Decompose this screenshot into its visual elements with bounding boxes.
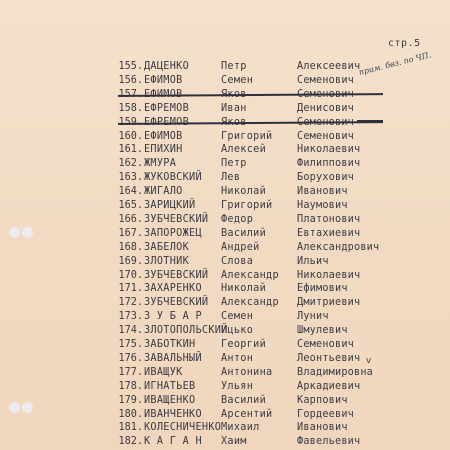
list-row bbox=[113, 130, 413, 143]
patronymic: Аркадиевич bbox=[297, 380, 361, 392]
row-number: 169. bbox=[118, 255, 143, 267]
first-name: Федор bbox=[221, 213, 254, 225]
first-name: Лев bbox=[221, 172, 241, 184]
first-name: Арсентий bbox=[221, 408, 273, 420]
surname: ЗЛОТНИК bbox=[144, 255, 190, 267]
handwritten-check-mark: v bbox=[366, 356, 372, 366]
patronymic: Леонтьевич bbox=[297, 352, 361, 364]
patronymic: Наумович bbox=[297, 200, 348, 211]
list-row bbox=[113, 435, 413, 448]
first-name: Андрей bbox=[221, 241, 260, 253]
row-number: 164. bbox=[118, 186, 143, 198]
first-name: Григорий bbox=[221, 200, 273, 211]
list-row bbox=[113, 88, 413, 101]
list-row bbox=[113, 282, 413, 295]
row-number: 160. bbox=[118, 130, 143, 142]
row-number: 180. bbox=[118, 408, 143, 420]
first-name: Петр bbox=[221, 61, 247, 72]
first-name: Георгий bbox=[221, 339, 267, 350]
patronymic: Ильич bbox=[297, 255, 329, 267]
row-number: 167. bbox=[118, 227, 143, 239]
row-number: 162. bbox=[118, 158, 143, 170]
list-row bbox=[113, 157, 413, 170]
list-row bbox=[113, 143, 413, 156]
patronymic: Владимировна bbox=[297, 366, 374, 378]
first-name: Семен bbox=[221, 74, 254, 86]
surname: ЗАРИЦКИЙ bbox=[144, 200, 196, 211]
first-name: Николай bbox=[221, 186, 267, 198]
patronymic: Дмитриевич bbox=[297, 297, 361, 309]
list-row bbox=[113, 185, 413, 198]
patronymic: Борухович bbox=[297, 172, 355, 184]
first-name: Николай bbox=[221, 283, 267, 295]
patronymic: Семенович bbox=[297, 339, 355, 350]
patronymic: Александрович bbox=[297, 241, 380, 253]
row-number: 179. bbox=[118, 394, 143, 406]
surname: ЕФИМОВ bbox=[144, 74, 183, 86]
surname: ЖМУРА bbox=[144, 158, 177, 170]
page-number: стр.5 bbox=[388, 38, 421, 49]
first-name: Александр bbox=[221, 297, 279, 309]
patronymic: Николаевич bbox=[297, 144, 361, 156]
row-number: 182. bbox=[118, 436, 143, 448]
row-number: 165. bbox=[118, 200, 143, 211]
patronymic: Лунич bbox=[297, 311, 329, 323]
surname: ИВАНЧЕНКО bbox=[144, 408, 202, 420]
first-name: Антонина bbox=[221, 366, 273, 378]
surname: ЕФРЕМОВ bbox=[144, 102, 190, 114]
patronymic: Денисович bbox=[297, 102, 355, 114]
row-number: 172. bbox=[118, 297, 143, 309]
surname: З У Б А Р bbox=[144, 311, 202, 323]
patronymic: Иванович bbox=[297, 186, 348, 198]
punch-hole bbox=[22, 402, 33, 413]
list-row bbox=[113, 116, 413, 129]
row-number: 168. bbox=[118, 241, 143, 253]
row-number: 158. bbox=[118, 102, 143, 114]
list-row bbox=[113, 199, 413, 212]
first-name: Ульян bbox=[221, 380, 254, 392]
surname: ЖУКОВСКИЙ bbox=[144, 172, 202, 184]
patronymic: Ефимович bbox=[297, 283, 348, 295]
surname: ЗУБЧЕВСКИЙ bbox=[144, 297, 209, 309]
patronymic: Николаевич bbox=[297, 269, 361, 281]
row-number: 178. bbox=[118, 380, 143, 392]
surname: ЖИГАЛО bbox=[144, 186, 183, 198]
list-row bbox=[113, 324, 413, 337]
handwritten-margin-note: прим. бвз. по ЧП. bbox=[357, 50, 433, 77]
surname: ЗУБЧЕВСКИЙ bbox=[144, 213, 209, 225]
first-name: Ицько bbox=[221, 325, 254, 337]
list-row bbox=[113, 227, 413, 240]
patronymic: Гордеевич bbox=[297, 408, 355, 420]
first-name: Семен bbox=[221, 311, 254, 323]
row-number: 170. bbox=[118, 269, 143, 281]
first-name: Александр bbox=[221, 269, 279, 281]
list-row bbox=[113, 421, 413, 434]
surname: ЕПИХИН bbox=[144, 144, 183, 156]
patronymic: Платонович bbox=[297, 213, 361, 225]
patronymic: Шмулевич bbox=[297, 325, 348, 337]
surname: ЗАХАРЕНКО bbox=[144, 283, 202, 295]
surname: ЗАБОТКИН bbox=[144, 339, 196, 350]
surname: КОЛЕСНИЧЕНКО bbox=[144, 422, 222, 434]
list-row bbox=[113, 310, 413, 323]
punch-hole bbox=[9, 402, 20, 413]
surname: ЗАБЕЛОК bbox=[144, 241, 190, 253]
row-number: 161. bbox=[118, 144, 143, 156]
first-name: Хаим bbox=[221, 436, 247, 448]
surname: ИГНАТЬЕВ bbox=[144, 380, 196, 392]
patronymic: Иванович bbox=[297, 422, 348, 434]
row-number: 156. bbox=[118, 74, 143, 86]
list-row bbox=[113, 380, 413, 393]
row-number: 177. bbox=[118, 366, 143, 378]
surname: ИВАЩУК bbox=[144, 366, 183, 378]
list-row bbox=[113, 366, 413, 379]
punch-hole bbox=[22, 227, 33, 238]
row-number: 181. bbox=[118, 422, 143, 434]
first-name: Василий bbox=[221, 394, 267, 406]
patronymic: Карпович bbox=[297, 394, 348, 406]
list-row bbox=[113, 269, 413, 282]
patronymic: Семенович bbox=[297, 74, 355, 86]
first-name: Антон bbox=[221, 352, 254, 364]
list-row bbox=[113, 241, 413, 254]
surname: ИВАЩЕНКО bbox=[144, 394, 196, 406]
list-row bbox=[113, 171, 413, 184]
surname: К А Г А Н bbox=[144, 436, 202, 448]
row-number: 171. bbox=[118, 283, 143, 295]
surname: ЗУБЧЕВСКИЙ bbox=[144, 269, 209, 281]
row-number: 175. bbox=[118, 339, 143, 350]
row-number: 173. bbox=[118, 311, 143, 323]
row-number: 176. bbox=[118, 352, 143, 364]
list-row bbox=[113, 213, 413, 226]
list-row bbox=[113, 102, 413, 115]
list-row bbox=[113, 296, 413, 309]
first-name: Василий bbox=[221, 227, 267, 239]
list-row bbox=[113, 74, 413, 87]
list-row bbox=[113, 408, 413, 421]
patronymic: Филиппович bbox=[297, 158, 361, 170]
patronymic: Алексеевич bbox=[297, 61, 361, 72]
row-number: 163. bbox=[118, 172, 143, 184]
list-row bbox=[113, 338, 413, 351]
surname: ЗАПОРОЖЕЦ bbox=[144, 227, 202, 239]
surname: ЕФИМОВ bbox=[144, 130, 183, 142]
first-name: Михаил bbox=[221, 422, 260, 434]
first-name: Григорий bbox=[221, 130, 273, 142]
surname: ЗЛОТОПОЛЬСКИЙ bbox=[144, 325, 228, 337]
row-number: 174. bbox=[118, 325, 143, 337]
patronymic: Евтахиевич bbox=[297, 227, 361, 239]
list-row bbox=[113, 394, 413, 407]
row-number: 155. bbox=[118, 61, 143, 72]
row-number: 166. bbox=[118, 213, 143, 225]
list-row bbox=[113, 255, 413, 268]
first-name: Слова bbox=[221, 255, 254, 267]
punch-hole bbox=[9, 227, 20, 238]
surname: ЗАВАЛЬНЫЙ bbox=[144, 352, 202, 364]
first-name: Иван bbox=[221, 102, 247, 114]
patronymic: Семенович bbox=[297, 130, 355, 142]
patronymic: Фавельевич bbox=[297, 436, 361, 448]
surname: ДАЦЕНКО bbox=[144, 61, 190, 72]
first-name: Алексей bbox=[221, 144, 267, 156]
first-name: Петр bbox=[221, 158, 247, 170]
handwritten-dash bbox=[357, 120, 383, 122]
